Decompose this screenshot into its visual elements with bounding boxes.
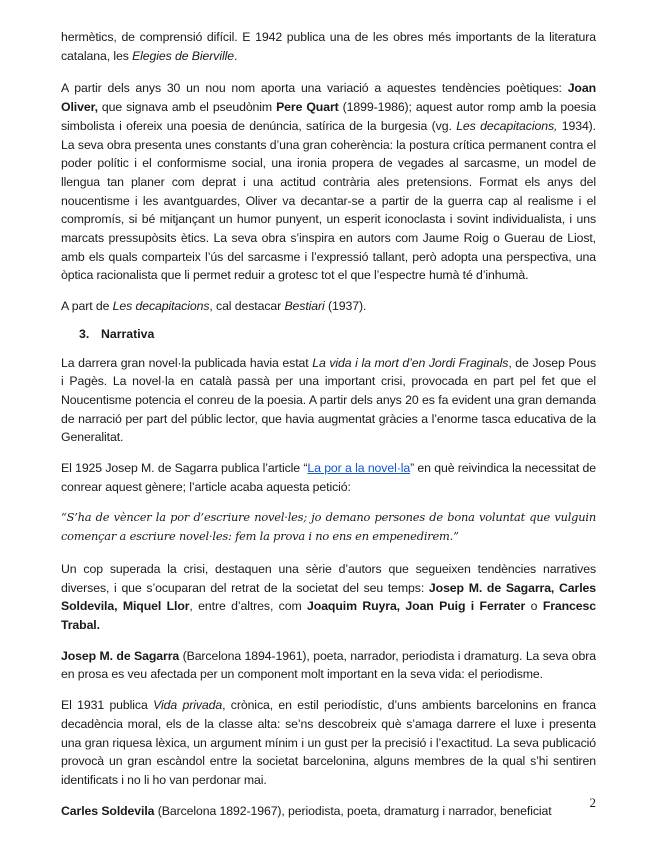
page-number: 2 [589,795,596,810]
author-name: Pere Quart [276,100,339,115]
text: , crònica, en estil periodístic, d’uns ambients barcelonins en franca decadència moral, els de la classe alta: se’ns descobreix què s’amaga darrere el luxe i presenta una gran riquesa lèxica, un argument mínim i un gust per la precisió i l’exactitud. La seva publicació provocà un gran escàndol entre la societat barcelonina, alguns membres de la qual s’hi sentiren identificats i no li ho van perdonar mai. [61,698,596,787]
text: , cal destacar [209,299,285,314]
text: A partir dels anys 30 un nou nom aporta una variació a aquestes tendències poètiques: [61,81,568,96]
text: , entre d’altres, com [189,599,308,614]
text: (Barcelona 1894-1961), poeta, narrador, periodista i dramaturg. La seva obra en prosa es veu afectada per un component molt important en la seva vida: el periodisme. [61,648,597,682]
section-title: Narrativa [101,326,155,341]
text: , de Josep Pous i Pagès. La novel·la en català passà per una important crisi, provocada en part pel fet que el Noucentisme potencia el conreu de la poesia. A partir dels anys 20 es fa evident una gran demanda de narració per part del públic lector, que havia augmentat gràcies a l’enorme tasca educativa de la Generalitat. [61,355,596,445]
text: 1934). La seva obra presenta unes constants d’una gran coherència: la postura crítica permanent contra el poder polític i el conformisme social, una ironia propera de vegades al sarcasme, un model de llengua tan planer com deprat i una actitud contrària ales pretensions. Format els anys del noucentisme i les avantguardes, Oliver va decantar-se a partir de la guerra cap al realisme i el compromís, si bé mitjançant un humor punyent, un esperit iconoclasta i sovint individualista, i uns marcats pressupòsits ètics. La seva obra s’inspira en autors com Jaume Roig o Guerau de Liost, amb els quals comparteix l’ús del sarcasme i l’expressió tallant, però adopta una perspectiva, una òptica racionalista que li permet reduir a grotesc tot el que l’espectre humà té d’inhumà. [61,118,596,283]
paragraph-sagarra-article [61,459,596,496]
paragraph-bestiari [61,297,596,316]
author-name: Francesc Trabal. [61,599,597,632]
text: Un cop superada la crisi, destaquen una sèrie d’autors que segueixen tendències narratives diverses, i que s’ocuparan del retrat de la societat del seu temps: [61,561,596,595]
article-link[interactable]: La por a la novel·la [307,461,411,476]
section-number: 3. [79,326,90,341]
text: El 1931 publica [61,698,154,713]
book-title: Vida privada [153,698,223,713]
book-title: Les decapitacions, [456,118,558,133]
paragraph-sagarra-bio [61,647,596,684]
book-title: Les decapitacions [112,299,210,314]
book-title: Elegies de Bierville [132,48,234,63]
paragraph-vida-privada [61,696,596,790]
paragraph-novella-crisi [61,354,596,448]
book-title: La vida i la mort d’en Jordi Fraginals [312,355,509,370]
text: hermètics, de comprensió difícil. E 1942 publica una de les obres més importants de la literatura catalana, les [61,30,596,63]
author-name: Joan Oliver, [61,81,596,115]
paragraph-joan-oliver [61,79,596,285]
text: (Barcelona 1892-1967), periodista, poeta, dramaturg i narrador, beneficiat [154,803,552,818]
text: La darrera gran novel·la publicada havia estat [61,355,313,370]
author-names: Josep M. de Sagarra, Carles Soldevila, Miquel Llor [61,580,596,614]
text: . [233,48,238,63]
text: El 1925 Josep M. de Sagarra publica l’article “ [61,461,308,476]
author-name: Josep M. de Sagarra [61,648,180,663]
paragraph-bierville [61,28,596,65]
text: o [525,599,543,614]
author-name: Carles Soldevila [61,803,155,818]
section-heading-narrativa [61,325,596,344]
text: que signava amb el pseudònim [97,100,277,115]
text: (1899-1986); aquest autor romp amb la poesia simbolista i ofereix una poesia de denúncia, satírica de la burgesia (vg. [61,100,596,133]
paragraph-soldevila [61,802,596,821]
author-names: Joaquim Ruyra, Joan Puig i Ferrater [307,599,526,614]
text: ” en què reivindica la necessitat de conrear aquest gènere; l’article acaba aquesta petició: [61,461,596,494]
book-title: Bestiari [284,299,325,314]
paragraph-autors [61,560,596,635]
text: (1937). [324,299,367,314]
quote-paragraph: “S’ha de vèncer la por d’escriure novel·les; jo demano persones de bona voluntat que vulguin començar a escriure novel·les: fem la prova i no ens en empenedirem.” [61,510,596,544]
text: A part de [61,299,113,314]
